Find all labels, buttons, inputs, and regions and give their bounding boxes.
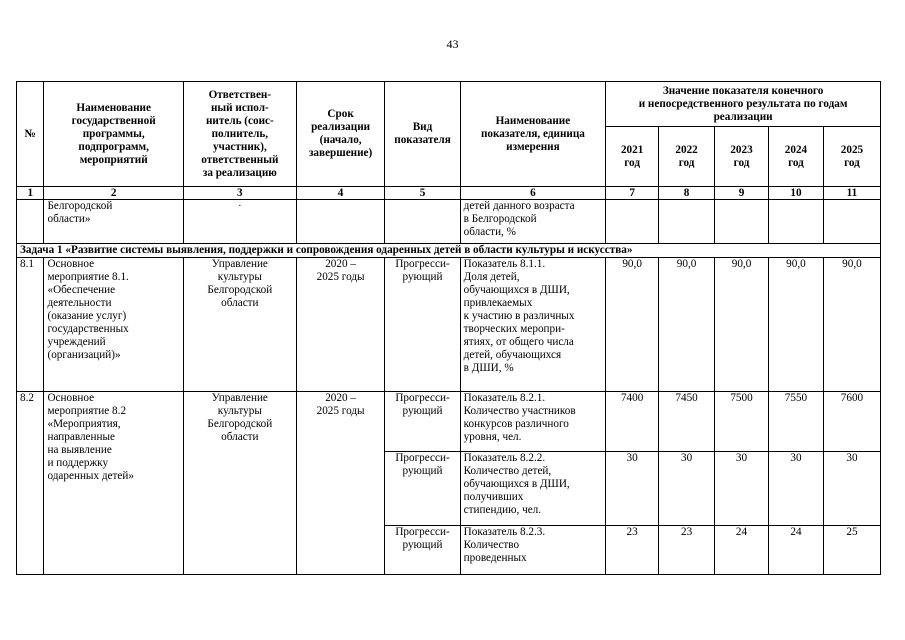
col-number: 4	[296, 187, 385, 200]
row-type: Прогресси- рующий	[385, 258, 460, 392]
row-num: 8.2	[17, 392, 44, 575]
header-term: Срок реализации (начало, завершение)	[296, 82, 385, 187]
carry-over-row	[17, 200, 881, 244]
value-2022: 23	[659, 526, 715, 575]
carry-program: Белгородской области»	[44, 200, 183, 244]
row-type: Прогресси- рующий	[385, 452, 460, 526]
task-row	[17, 244, 881, 258]
value-2025: 90,0	[823, 258, 880, 392]
row-type: Прогресси- рующий	[385, 526, 460, 575]
row-indicator: Показатель 8.2.1. Количество участников конкурсов различного уровня, чел.	[460, 392, 606, 452]
col-number: 7	[606, 187, 659, 200]
header-responsible: Ответствен- ный испол- нитель (соис- полнитель, участник), ответственный за реализацию	[183, 82, 296, 187]
header-values-title: Значение показателя конечного и непосредственного результата по годам реализации	[606, 82, 881, 127]
col-number: 3	[183, 187, 296, 200]
header-year-2021: 2021 год	[606, 127, 659, 187]
column-numbers-row	[17, 187, 881, 200]
col-number: 5	[385, 187, 460, 200]
header-year-2024: 2024 год	[768, 127, 823, 187]
value-2023: 7500	[715, 392, 769, 452]
value-2023: 30	[715, 452, 769, 526]
row-program: Основное мероприятие 8.1. «Обеспечение деятельности (оказание услуг) государственных учреждений (организаций)»	[44, 258, 183, 392]
col-number: 11	[823, 187, 880, 200]
indicators-table	[16, 81, 881, 575]
value-2024: 30	[768, 452, 823, 526]
col-number: 1	[17, 187, 44, 200]
carry-term	[296, 200, 385, 244]
carry-type	[385, 200, 460, 244]
row-indicator: Показатель 8.2.3. Количество проведенных	[460, 526, 606, 575]
value-2023: 24	[715, 526, 769, 575]
value-2025: 25	[823, 526, 880, 575]
value-2025: 30	[823, 452, 880, 526]
row-program: Основное мероприятие 8.2 «Мероприятия, направленные на выявление и поддержку одаренных детей»	[44, 392, 183, 575]
value-2021: 23	[606, 526, 659, 575]
header-num: №	[17, 82, 44, 187]
row-num: 8.1	[17, 258, 44, 392]
row-indicator: Показатель 8.1.1. Доля детей, обучающихся в ДШИ, привлекаемых к участию в различных творческих меропри- ятиях, от общего числа детей, обучающихся в ДШИ, %	[460, 258, 606, 392]
col-number: 9	[715, 187, 769, 200]
col-number: 6	[460, 187, 606, 200]
header-year-2025: 2025 год	[823, 127, 880, 187]
value-2022: 7450	[659, 392, 715, 452]
row-responsible: Управление культуры Белгородской области	[183, 392, 296, 575]
header-indicator: Наименование показателя, единица измерения	[460, 82, 606, 187]
col-number: 8	[659, 187, 715, 200]
carry-num	[17, 200, 44, 244]
table-row-8-1	[17, 258, 881, 392]
value-2023: 90,0	[715, 258, 769, 392]
task-title: Задача 1 «Развитие системы выявления, поддержки и сопровождения одаренных детей в области культуры и искусства»	[17, 244, 881, 258]
col-number: 2	[44, 187, 183, 200]
row-term: 2020 – 2025 годы	[296, 392, 385, 575]
value-2021: 30	[606, 452, 659, 526]
table-row-8-2-1	[17, 392, 881, 452]
row-term: 2020 – 2025 годы	[296, 258, 385, 392]
col-number: 10	[768, 187, 823, 200]
value-2021: 90,0	[606, 258, 659, 392]
value-2024: 24	[768, 526, 823, 575]
value-2025: 7600	[823, 392, 880, 452]
carry-indicator: детей данного возраста в Белгородской области, %	[460, 200, 606, 244]
page-number: 43	[446, 37, 459, 51]
header-year-2023: 2023 год	[715, 127, 769, 187]
header-year-2022: 2022 год	[659, 127, 715, 187]
header-type: Вид показателя	[385, 82, 460, 187]
value-2022: 90,0	[659, 258, 715, 392]
header-row-1	[17, 82, 881, 127]
header-program: Наименование государственной программы, подпрограмм, мероприятий	[44, 82, 183, 187]
row-type: Прогресси- рующий	[385, 392, 460, 452]
value-2022: 30	[659, 452, 715, 526]
carry-responsible: ·	[183, 200, 296, 244]
value-2024: 90,0	[768, 258, 823, 392]
row-responsible: Управление культуры Белгородской области	[183, 258, 296, 392]
value-2021: 7400	[606, 392, 659, 452]
value-2024: 7550	[768, 392, 823, 452]
row-indicator: Показатель 8.2.2. Количество детей, обучающихся в ДШИ, получивших стипендию, чел.	[460, 452, 606, 526]
